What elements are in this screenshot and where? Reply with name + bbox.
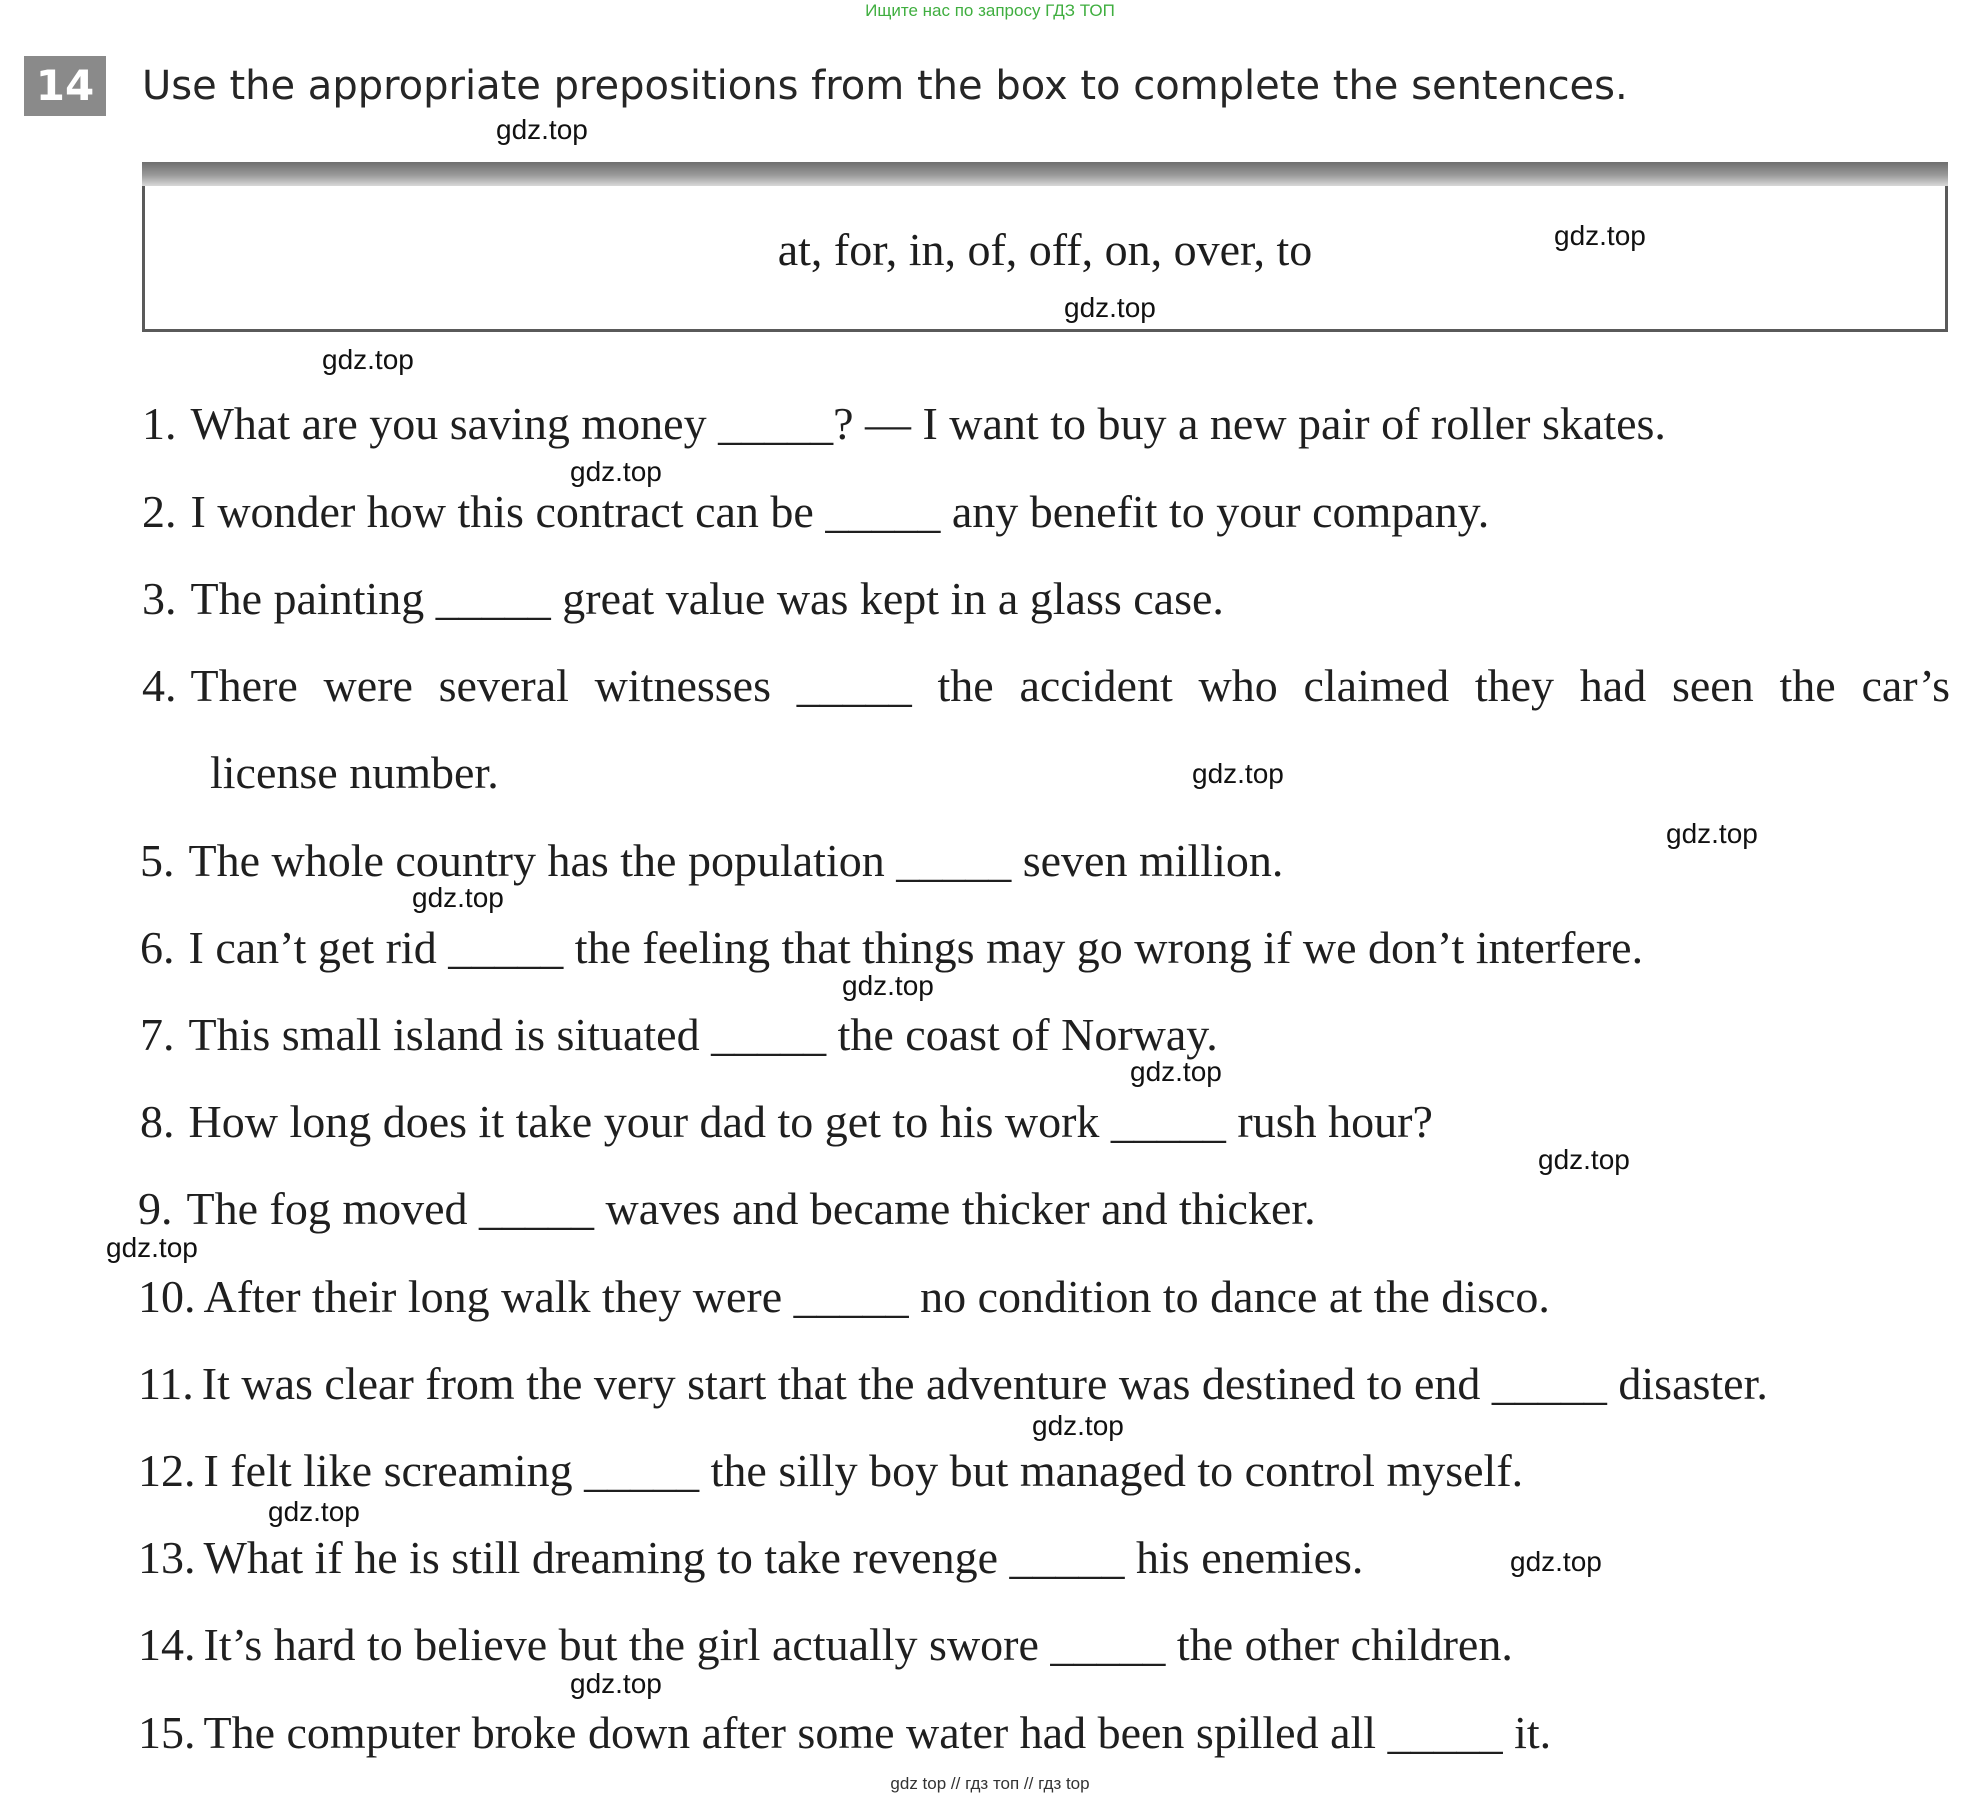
- sentence-15: [138, 1705, 1551, 1761]
- sentence-number: 15.: [138, 1707, 196, 1758]
- sentence-number: 13.: [138, 1532, 196, 1583]
- sentence-number: 11.: [138, 1358, 194, 1409]
- sentence-number: 5.: [140, 835, 175, 886]
- sentence-6: [140, 920, 1643, 976]
- sentence-number: 4.: [142, 660, 177, 711]
- sentence-number: 9.: [138, 1183, 173, 1234]
- sentence-text: After their long walk they were _____ no condition to dance at the disco.: [203, 1271, 1550, 1322]
- sentence-7: [140, 1007, 1218, 1063]
- sentence-number: 2.: [142, 486, 177, 537]
- watermark: gdz.top: [570, 1668, 662, 1699]
- sentence-number: 12.: [138, 1445, 196, 1496]
- watermark: gdz.top: [412, 882, 504, 913]
- watermark: gdz.top: [268, 1496, 360, 1527]
- sentence-text: How long does it take your dad to get to his work _____ rush hour?: [188, 1096, 1433, 1147]
- watermark: gdz.top: [1666, 818, 1758, 849]
- sentence-number: 7.: [140, 1009, 175, 1060]
- watermark: gdz.top: [1554, 220, 1646, 251]
- sentence-text: It’s hard to believe but the girl actually swore _____ the other children.: [203, 1619, 1513, 1670]
- sentence-10: [138, 1269, 1550, 1325]
- sentence-number: 6.: [140, 922, 175, 973]
- sentence-text: What if he is still dreaming to take revenge _____ his enemies.: [203, 1532, 1364, 1583]
- sentence-number: 3.: [142, 573, 177, 624]
- sentence-text: The whole country has the population _____ seven million.: [188, 835, 1284, 886]
- sentence-11: [138, 1356, 1768, 1412]
- exercise-instruction: Use the appropriate prepositions from the box to complete the sentences.: [142, 63, 1628, 109]
- sentence-text: The fog moved _____ waves and became thicker and thicker.: [186, 1183, 1316, 1234]
- sentence-4-continuation: license number.: [210, 747, 499, 798]
- sentence-text: I wonder how this contract can be _____ any benefit to your company.: [190, 486, 1490, 537]
- sentence-13: [138, 1530, 1363, 1586]
- sentence-8: [140, 1094, 1433, 1150]
- sentence-12: [138, 1443, 1523, 1499]
- exercise-number-badge: 14: [24, 56, 106, 116]
- watermark: gdz.top: [1510, 1546, 1602, 1577]
- sentence-14: [138, 1617, 1513, 1673]
- watermark: gdz.top: [1130, 1056, 1222, 1087]
- watermark: gdz.top: [1192, 758, 1284, 789]
- sentence-text: I can’t get rid _____ the feeling that things may go wrong if we don’t interfere.: [188, 922, 1644, 973]
- word-box-header-band: [142, 162, 1948, 186]
- watermark: gdz.top: [842, 970, 934, 1001]
- sentence-text: There were several witnesses _____ the accident who claimed they had seen the car’s: [190, 660, 1950, 711]
- watermark: gdz.top: [570, 456, 662, 487]
- sentence-3: [142, 571, 1224, 627]
- sentence-number: 14.: [138, 1619, 196, 1670]
- sentence-5: [140, 833, 1283, 889]
- watermark: gdz.top: [1064, 292, 1156, 323]
- sentence-number: 10.: [138, 1271, 196, 1322]
- watermark: gdz.top: [1032, 1410, 1124, 1441]
- footer-note: gdz top // гдз топ // гдз top: [890, 1774, 1090, 1793]
- word-box: [142, 162, 1948, 332]
- watermark: gdz.top: [1538, 1144, 1630, 1175]
- sentence-text: The painting _____ great value was kept in a glass case.: [190, 573, 1224, 624]
- sentence-4: [142, 658, 1950, 714]
- word-box-prepositions: at, for, in, of, off, on, over, to: [777, 224, 1313, 275]
- sentence-text: The computer broke down after some water had been spilled all _____ it.: [203, 1707, 1552, 1758]
- sentence-text: It was clear from the very start that the adventure was destined to end _____ disaster.: [201, 1358, 1768, 1409]
- watermark: gdz.top: [106, 1232, 198, 1263]
- watermark: gdz.top: [496, 114, 588, 145]
- sentence-text: What are you saving money _____? — I want to buy a new pair of roller skates.: [190, 398, 1666, 449]
- sentence-number: 8.: [140, 1096, 175, 1147]
- sentence-1: [142, 396, 1666, 452]
- sentence-text: I felt like screaming _____ the silly boy but managed to control myself.: [203, 1445, 1524, 1496]
- sentence-9: [138, 1181, 1316, 1237]
- sentence-2: [142, 484, 1489, 540]
- sentence-text: This small island is situated _____ the coast of Norway.: [188, 1009, 1218, 1060]
- header-note: Ищите нас по запросу ГДЗ ТОП: [865, 1, 1115, 20]
- sentence-number: 1.: [142, 398, 177, 449]
- watermark: gdz.top: [322, 344, 414, 375]
